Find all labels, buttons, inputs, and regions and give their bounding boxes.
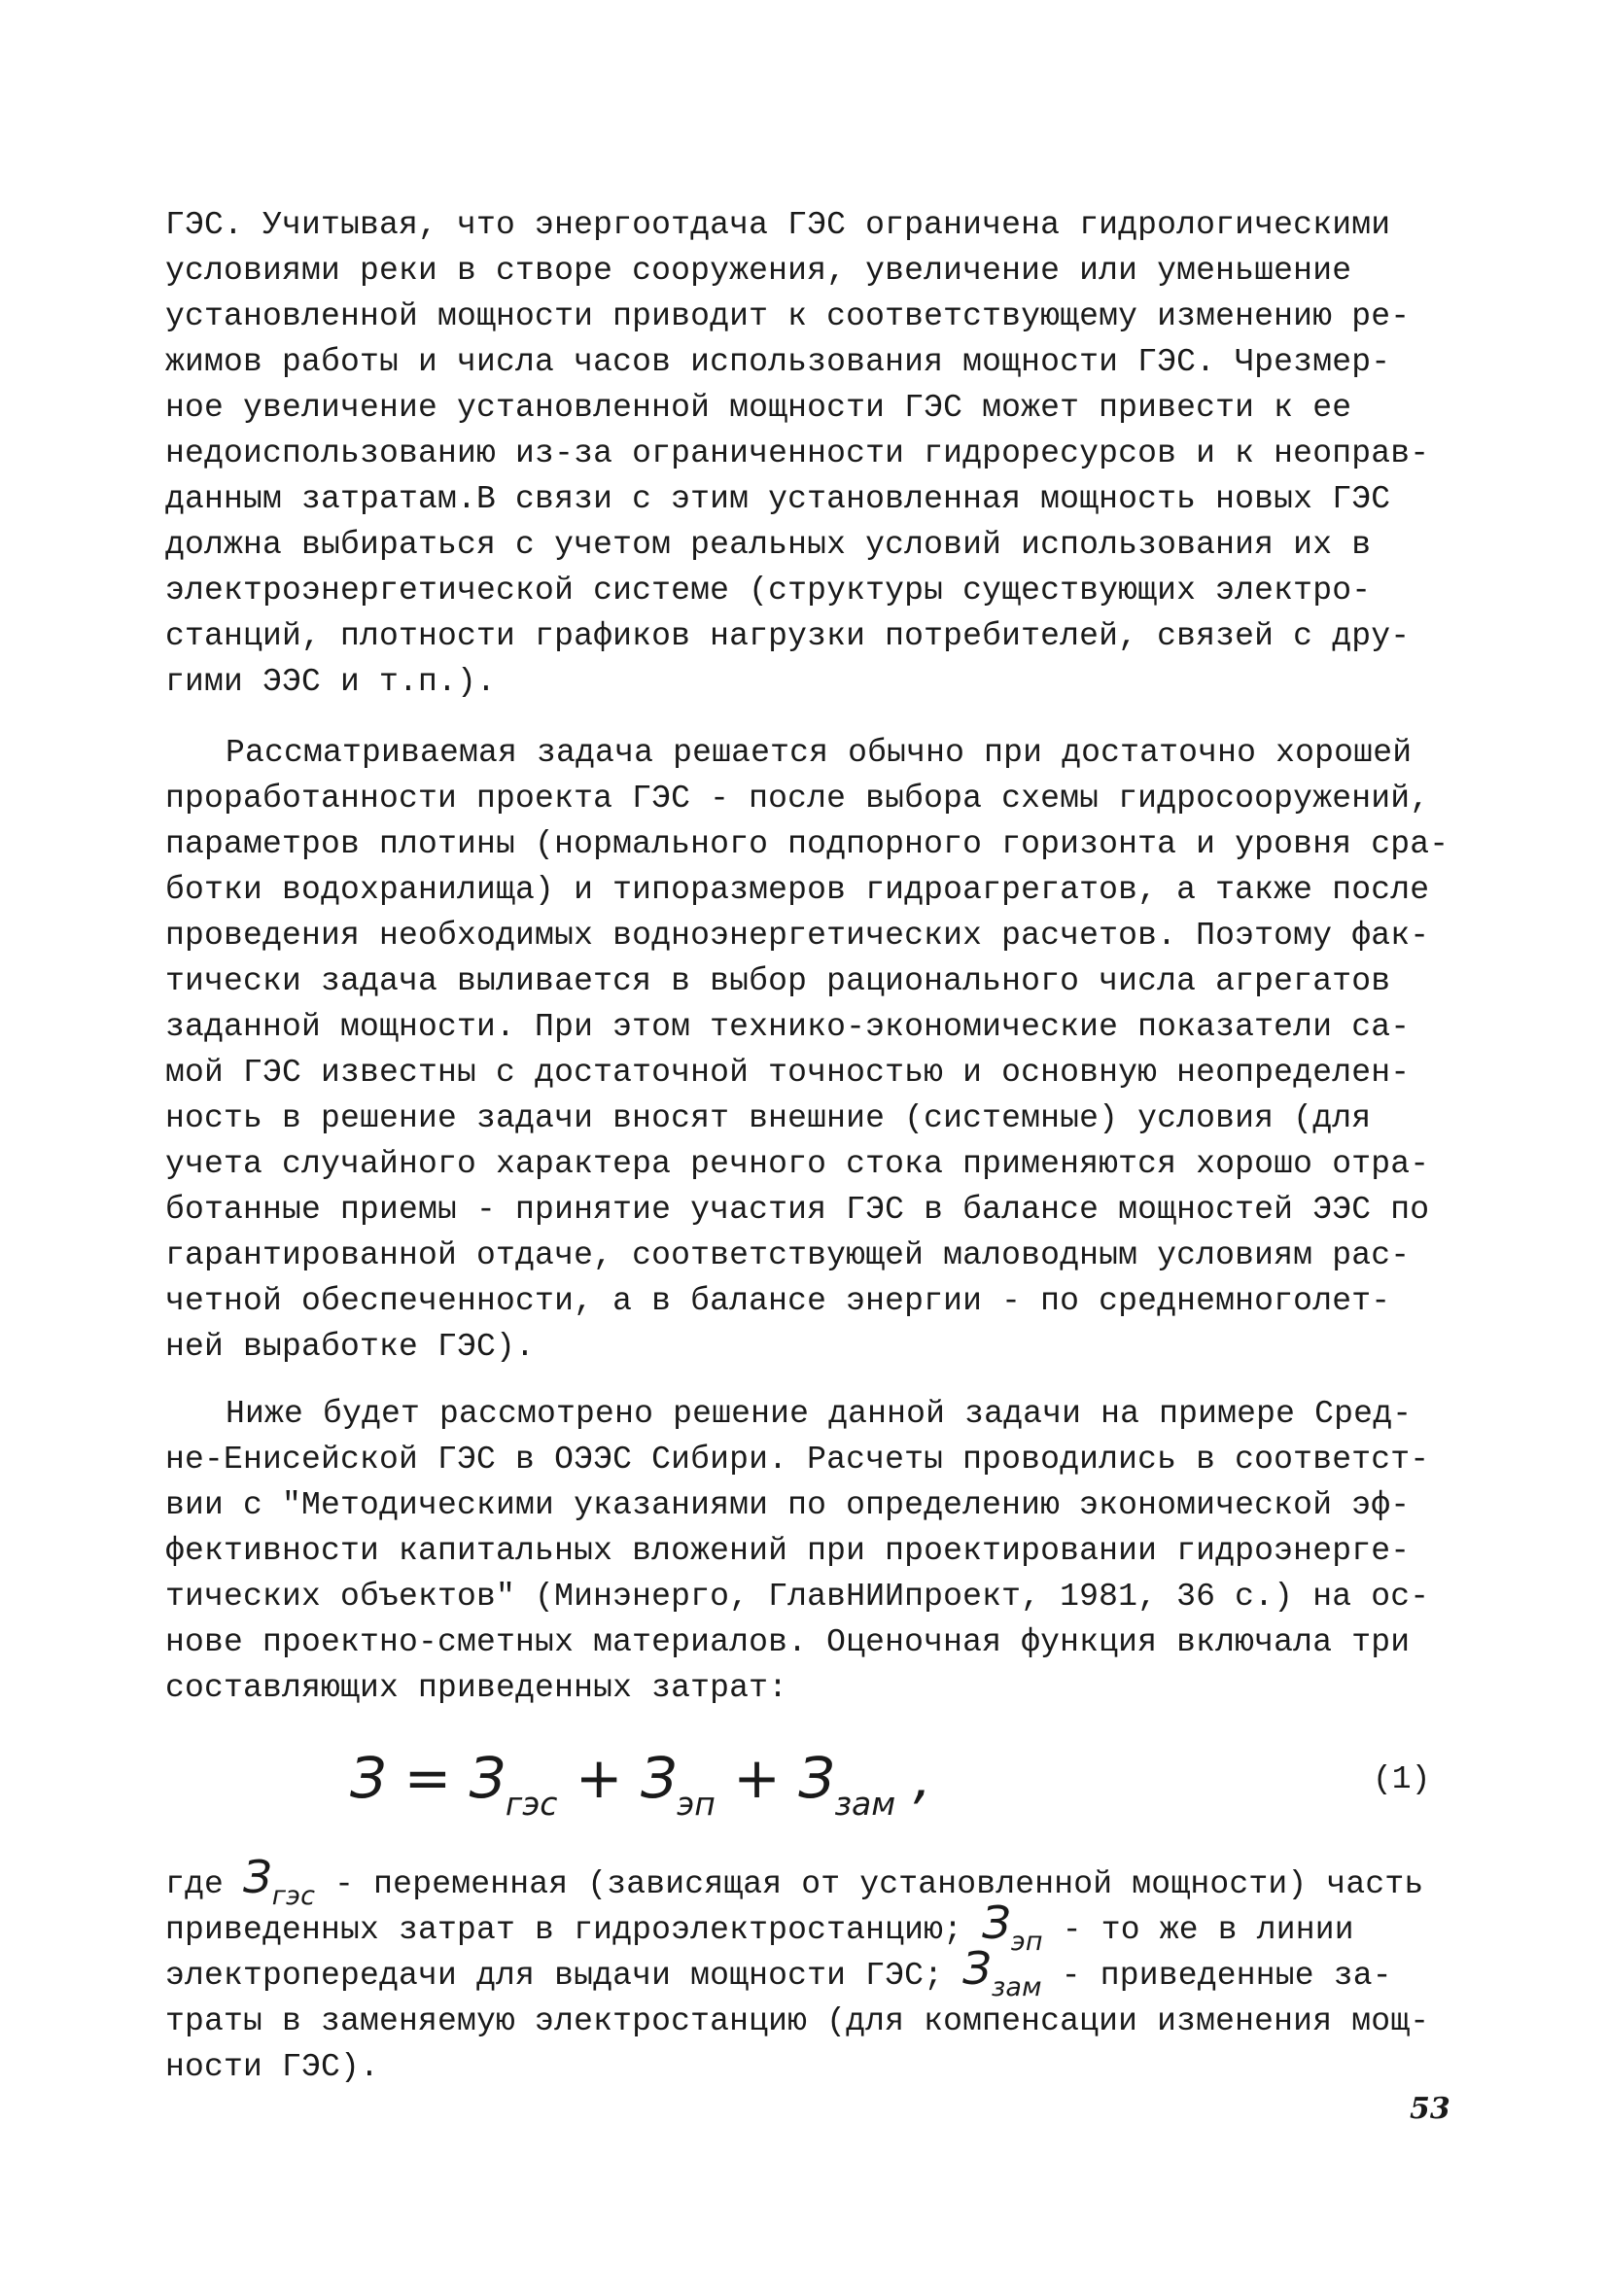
text-line: ней выработке ГЭС).	[165, 1329, 536, 1365]
text-fragment: где	[165, 1866, 244, 1902]
text-line: данным затратам.В связи с этим установленная мощность новых ГЭС	[165, 481, 1391, 517]
symbol-letter: З	[962, 1942, 992, 1995]
paragraph-2	[165, 730, 1449, 1370]
page-number: 53	[1410, 2092, 1450, 2126]
text-line: жимов работы и числа часов использования мощности ГЭС. Чрезмер-	[165, 344, 1391, 380]
text-line: должна выбираться с учетом реальных условий использования их в	[165, 527, 1372, 563]
text-line: четной обеспеченности, а в балансе энергии - по среднемноголет-	[165, 1283, 1391, 1319]
text-line: Рассматриваемая задача решается обычно при достаточно хорошей	[226, 735, 1413, 771]
text-line: ботанные приемы - принятие участия ГЭС в балансе мощностей ЭЭС по	[165, 1192, 1430, 1228]
symbol-subscript: эп	[1010, 1927, 1043, 1957]
text-line: проведения необходимых водноэнергетических расчетов. Поэтому фак-	[165, 918, 1430, 954]
text-fragment: - приведенные за-	[1041, 1958, 1392, 1994]
formula-tail: ,	[895, 1745, 932, 1811]
symbol-letter: З	[243, 1851, 272, 1903]
text-line: не-Енисейской ГЭС в ОЭЭС Сибири. Расчеты проводились в соответст-	[165, 1442, 1430, 1478]
symbol-z-zam	[962, 1942, 1042, 2002]
text-line	[165, 1851, 1449, 1911]
formula-sub-zam: зам	[834, 1785, 896, 1823]
text-line: гими ЭЭС и т.п.).	[165, 664, 497, 700]
text-line: нове проектно-сметных материалов. Оценочная функция включала три	[165, 1624, 1411, 1660]
formula-plus: +	[557, 1745, 641, 1811]
text-line: заданной мощности. При этом технико-экономические показатели са-	[165, 1009, 1411, 1045]
text-fragment: приведенных затрат в гидроэлектростанцию;	[165, 1912, 983, 1948]
text-line: траты в заменяемую электростанцию (для компенсации изменения мощ-	[165, 2003, 1430, 2039]
symbol-subscript: зам	[991, 1972, 1042, 2002]
paragraph-4	[165, 1851, 1449, 2090]
text-line: мой ГЭС известны с достаточной точностью и основную неопределен-	[165, 1055, 1411, 1091]
text-line: недоиспользованию из-за ограниченности гидроресурсов и к неоправ-	[165, 435, 1430, 471]
text-line: ность в решение задачи вносят внешние (системные) условия (для	[165, 1100, 1372, 1136]
formula-sub-ep: эп	[677, 1785, 716, 1823]
symbol-letter: З	[982, 1896, 1011, 1949]
symbol-z-ep	[982, 1896, 1043, 1957]
formula-term-ges: З	[469, 1745, 506, 1811]
text-line: ГЭС. Учитывая, что энергоотдача ГЭС ограничена гидрологическими	[165, 207, 1391, 243]
symbol-subscript: гэс	[271, 1881, 316, 1911]
text-line: учета случайного характера речного стока применяются хорошо отра-	[165, 1146, 1430, 1182]
formula-term-ep: З	[640, 1745, 678, 1811]
text-line: составляющих приведенных затрат:	[165, 1670, 788, 1706]
text-line: электроэнергетической системе (структуры существующих электро-	[165, 573, 1372, 609]
text-line: вии с "Методическими указаниями по определению экономической эф-	[165, 1487, 1411, 1523]
cost-formula	[350, 1744, 931, 1838]
equation-number: (1)	[1373, 1761, 1431, 1797]
text-line: ботки водохранилища) и типоразмеров гидроагрегатов, а также после	[165, 872, 1430, 908]
text-line: тически задача выливается в выбор рационального числа агрегатов	[165, 963, 1391, 999]
paragraph-1	[165, 202, 1449, 705]
text-line: ности ГЭС).	[165, 2049, 380, 2085]
text-line: установленной мощности приводит к соответствующему изменению ре-	[165, 298, 1411, 334]
text-line: станций, плотности графиков нагрузки потребителей, связей с дру-	[165, 618, 1411, 654]
text-line: параметров плотины (нормального подпорного горизонта и уровня сра-	[165, 826, 1450, 862]
text-line: ное увеличение установленной мощности ГЭС может привести к ее	[165, 390, 1352, 426]
text-line: Ниже будет рассмотрено решение данной задачи на примере Сред-	[226, 1396, 1413, 1432]
text-line: тических объектов" (Минэнерго, ГлавНИИпроект, 1981, 36 с.) на ос-	[165, 1579, 1430, 1615]
text-line: условиями реки в створе сооружения, увеличение или уменьшение	[165, 253, 1352, 289]
text-fragment: электропередачи для выдачи мощности ГЭС;	[165, 1958, 963, 1994]
formula-plus: +	[715, 1745, 799, 1811]
text-fragment: - то же в линии	[1042, 1912, 1354, 1948]
text-line: гарантированной отдаче, соответствующей маловодным условиям рас-	[165, 1237, 1411, 1273]
paragraph-3	[165, 1391, 1449, 1711]
formula-term-zam: З	[798, 1745, 835, 1811]
formula-sub-ges: гэс	[505, 1785, 558, 1823]
formula-lhs: З	[350, 1745, 387, 1811]
symbol-z-ges	[243, 1851, 316, 1911]
formula-equals: =	[386, 1745, 470, 1811]
text-fragment: - переменная (зависящая от установленной мощности) часть	[315, 1866, 1424, 1902]
text-line: проработанности проекта ГЭС - после выбора схемы гидросооружений,	[165, 781, 1430, 817]
text-line: фективности капитальных вложений при проектировании гидроэнерге-	[165, 1533, 1411, 1569]
